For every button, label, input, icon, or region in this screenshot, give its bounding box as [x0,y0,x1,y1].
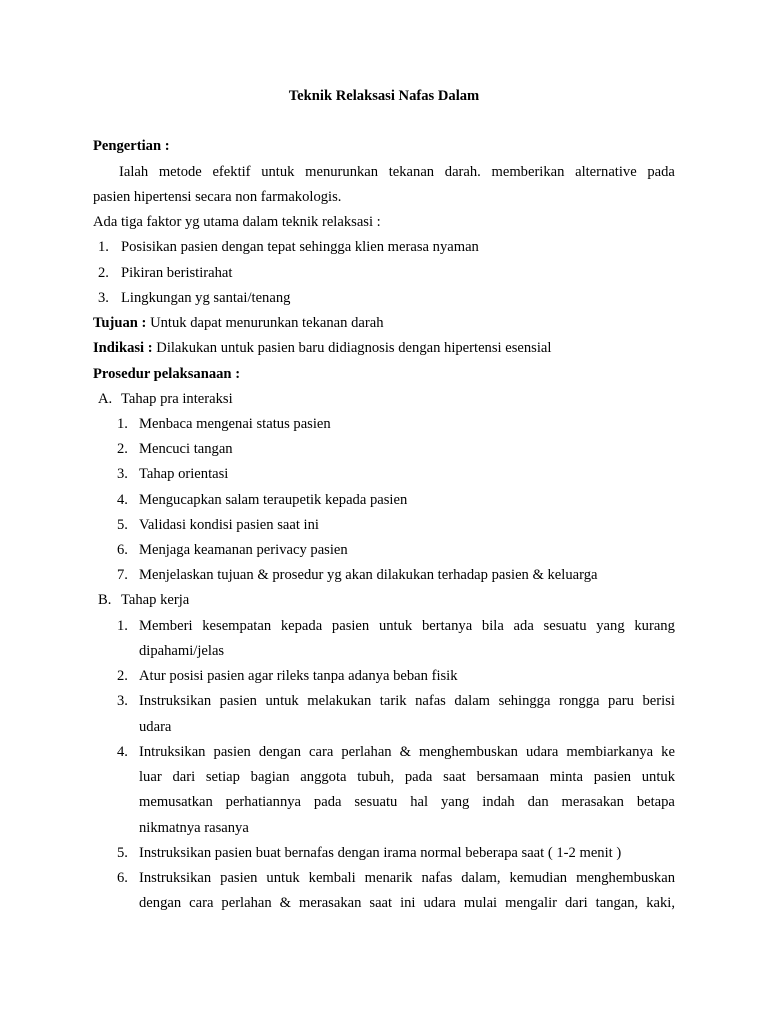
word: memberikan [491,164,565,180]
section-b-label: Tahap kerja [121,592,190,608]
word: pasien [331,618,370,634]
word: dari [172,769,196,785]
section-b-item-1-line-1 [139,617,675,635]
word: bagian [250,769,290,785]
word: pasien [213,744,251,760]
word: pasien [219,693,257,709]
section-b-item-2-text: Atur posisi pasien agar rileks tanpa adanya beban fisik [139,668,458,684]
section-b-item-4-line-1 [139,743,675,761]
section-b-item-4-line-2 [139,768,675,786]
section-b-item-1-line-2: dipahami/jelas [139,643,225,659]
indikasi-line [93,339,551,357]
section-b-item-4-line-4: nikmatnya rasanya [139,820,249,836]
faktor-item-number: 1. [98,239,109,255]
indikasi-text: Dilakukan untuk pasien baru didiagnosis dengan hipertensi esensial [152,340,552,356]
word: Ialah [119,164,149,180]
word: menurunkan [305,164,379,180]
word: kembali [308,870,356,886]
word: perlahan [341,744,392,760]
section-b-item-number: 4. [117,744,128,760]
word: & [279,895,292,911]
section-b-item-number: 5. [117,845,128,861]
pengertian-line-1 [119,163,675,181]
section-a-letter: A. [98,391,113,407]
word: luar [139,769,162,785]
word: tubuh, [357,769,395,785]
word: ada [513,618,534,634]
word: yang [596,618,625,634]
pengertian-line-2: pasien hipertensi secara non farmakologis. [93,189,342,205]
word: saat [443,769,466,785]
word: mengalir [505,895,557,911]
section-a-item-text: Menjaga keamanan perivacy pasien [139,542,348,558]
section-a-item-number: 6. [117,542,128,558]
word: darah. [444,164,481,180]
word: udara [423,895,456,911]
word: menghembuskan [419,744,518,760]
pengertian-heading: Pengertian : [93,138,170,154]
word: Instruksikan [139,693,212,709]
word: sesuatu [354,794,398,810]
section-a-item-number: 1. [117,416,128,432]
word: pasien [220,870,258,886]
word: membiarkanya [566,744,654,760]
section-a-item-number: 2. [117,441,128,457]
section-a-item-text: Menbaca mengenai status pasien [139,416,331,432]
section-b-item-3-line-2: udara [139,719,172,735]
section-a-item-number: 3. [117,466,128,482]
faktor-item-text: Posisikan pasien dengan tepat sehingga klien merasa nyaman [121,239,479,255]
word: dalam [454,693,491,709]
word: yang [440,794,470,810]
word: bertanya [421,618,473,634]
word: memusatkan [139,794,213,810]
word: dari [564,895,588,911]
tujuan-line [93,314,384,332]
word: dengan [258,744,301,760]
word: sehingga [498,693,551,709]
word: dalam, [461,870,501,886]
section-b-item-number: 1. [117,618,128,634]
word: untuk [265,693,299,709]
word: sesuatu [543,618,587,634]
section-b-item-3-line-1 [139,692,675,710]
section-b-item-number: 3. [117,693,128,709]
section-a-item-text: Mengucapkan salam teraupetik kepada pasien [139,492,408,508]
document-title: Teknik Relaksasi Nafas Dalam [288,88,480,104]
word: menarik [364,870,413,886]
section-a-label: Tahap pra interaksi [121,391,233,407]
word: bersamaan [476,769,539,785]
word: cara [189,895,214,911]
section-b-item-6-line-2 [139,894,675,912]
word: ke [661,744,675,760]
indikasi-label: Indikasi : [93,340,153,356]
word: Memberi [139,618,193,634]
word: kepada [280,618,323,634]
word: cara [309,744,334,760]
word: pada [404,769,433,785]
section-b-item-4-line-3 [139,793,675,811]
word: untuk [261,164,295,180]
section-b-item-6-line-1 [139,869,675,887]
section-a-item-text: Tahap orientasi [139,466,229,482]
word: saat [369,895,393,911]
word: kemudian [509,870,568,886]
word: kaki, [646,895,675,911]
section-a-item-number: 5. [117,517,128,533]
word: betapa [636,794,675,810]
section-b-item-number: 2. [117,668,128,684]
word: untuk [266,870,300,886]
word: udara [525,744,559,760]
section-a-item-text: Menjelaskan tujuan & prosedur yg akan dilakukan terhadap pasien & keluarga [139,567,598,583]
section-a-item-text: Validasi kondisi pasien saat ini [139,517,319,533]
section-a-item-number: 4. [117,492,128,508]
prosedur-heading: Prosedur pelaksanaan : [93,366,241,382]
word: menghembuskan [576,870,675,886]
word: pada [313,794,342,810]
word: untuk [641,769,675,785]
word: Instruksikan [139,870,212,886]
word: paru [608,693,634,709]
word: nafas [421,870,453,886]
word: kesempatan [202,618,272,634]
word: rongga [558,693,600,709]
word: pada [647,164,675,180]
word: tarik [379,693,407,709]
word: perlahan [221,895,272,911]
word: nafas [415,693,446,709]
word: efektif [212,164,251,180]
word: bila [481,618,504,634]
word: minta [549,769,583,785]
section-b-letter: B. [98,592,112,608]
word: melakukan [307,693,372,709]
word: Intruksikan [139,744,206,760]
word: merasakan [299,895,362,911]
word: tangan, [595,895,639,911]
word: alternative [575,164,637,180]
tujuan-label: Tujuan : [93,315,147,331]
word: dan [527,794,549,810]
word: anggota [300,769,347,785]
faktor-item-text: Pikiran beristirahat [121,265,233,281]
faktor-item-number: 2. [98,265,109,281]
word: kurang [634,618,675,634]
section-a-item-number: 7. [117,567,128,583]
word: tekanan [388,164,435,180]
word: perhatiannya [225,794,302,810]
tujuan-text: Untuk dapat menurunkan tekanan darah [146,315,384,331]
word: metode [158,164,202,180]
word: untuk [378,618,413,634]
word: setiap [205,769,240,785]
section-a-item-text: Mencuci tangan [139,441,233,457]
word: berisi [642,693,675,709]
word: mulai [463,895,498,911]
word: indah [482,794,515,810]
word: pasien [593,769,632,785]
faktor-intro: Ada tiga faktor yg utama dalam teknik relaksasi : [93,214,381,230]
faktor-item-number: 3. [98,290,109,306]
word: ini [400,895,416,911]
word: merasakan [561,794,624,810]
section-b-item-5-text: Instruksikan pasien buat bernafas dengan irama normal beberapa saat ( 1-2 menit ) [139,845,622,861]
word: & [399,744,411,760]
faktor-item-text: Lingkungan yg santai/tenang [121,290,291,306]
section-b-item-number: 6. [117,870,128,886]
word: dengan [139,895,182,911]
word: hal [410,794,429,810]
